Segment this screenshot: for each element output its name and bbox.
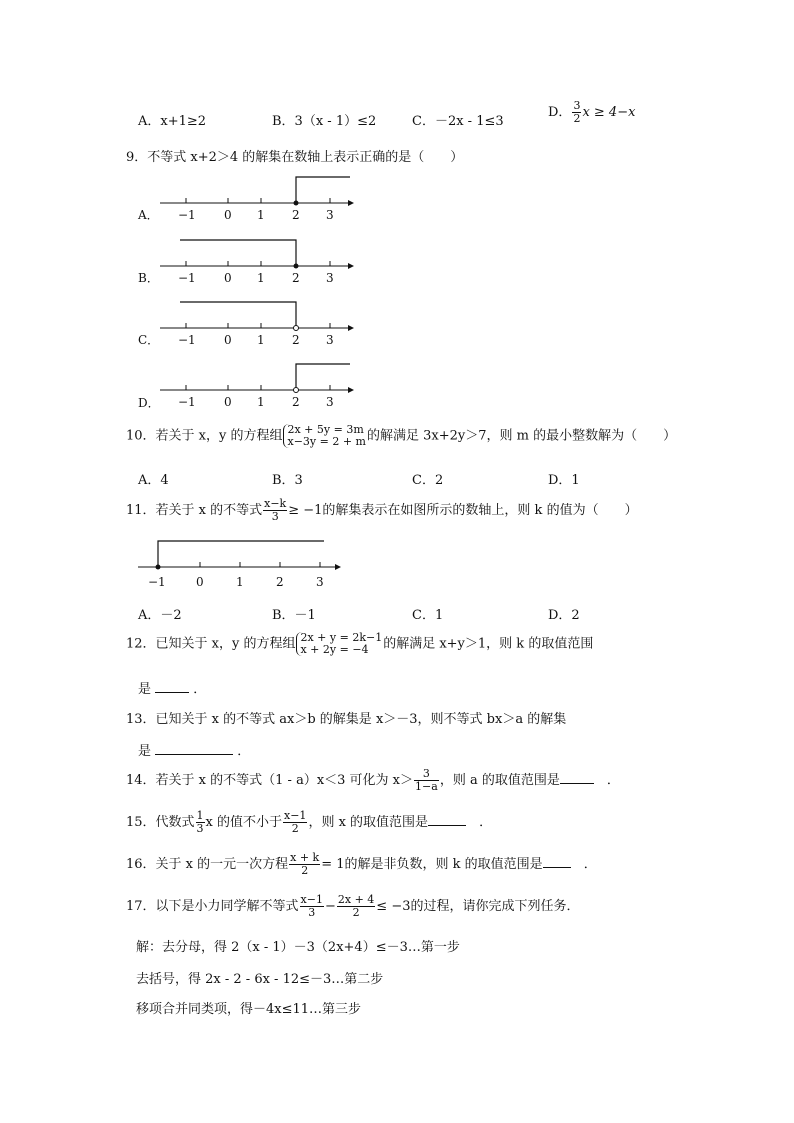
q12-stem — [126, 632, 593, 656]
fraction-denominator: 3 — [308, 906, 316, 919]
q8-option-d-suffix: x ≥ 4−x — [582, 105, 636, 120]
q13-end: ． — [237, 744, 251, 759]
q8-option-d-fraction — [572, 100, 581, 125]
q15-fraction-2 — [283, 810, 307, 835]
tick-label: 3 — [326, 333, 334, 347]
fraction-numerator: x + k — [290, 851, 320, 864]
tick-label: 0 — [224, 395, 232, 409]
q14-fraction — [414, 768, 439, 793]
q9-option-a-label: A． — [138, 208, 159, 222]
q17-suffix: ≤ −3的过程，请你完成下列任务． — [376, 899, 580, 914]
q8-option-b: B．3（x - 1）≤2 — [272, 114, 377, 129]
tick-label: −1 — [178, 208, 196, 222]
q17-step-3: 移项合并同类项，得－4x≤11…第三步 — [136, 1002, 362, 1017]
tick-label: −1 — [178, 271, 196, 285]
q9-option-c-label: C． — [138, 333, 160, 347]
tick-label: 0 — [224, 333, 232, 347]
q8-option-d-prefix: D． — [548, 105, 572, 120]
q9-line-b — [138, 240, 354, 285]
q13-line2: 是 — [138, 744, 152, 759]
tick-label: 2 — [292, 271, 300, 285]
q10-option-c: C．2 — [412, 473, 444, 488]
q15-suffix: ，则 x 的取值范围是 — [308, 815, 429, 830]
q9-stem: 9．不等式 x+2＞4 的解集在数轴上表示正确的是（ ） — [126, 150, 464, 165]
answer-blank[interactable] — [543, 855, 571, 868]
tick-label: 2 — [292, 333, 300, 347]
q10-option-b: B．3 — [272, 473, 303, 488]
q9-option-d-label: D． — [138, 396, 160, 410]
tick-label: −1 — [148, 575, 166, 589]
q10-option-a: A．4 — [138, 473, 169, 488]
answer-blank[interactable] — [155, 680, 189, 693]
solid-dot — [294, 201, 299, 206]
q9-option-b-label: B． — [138, 271, 159, 285]
q17-step-1: 解：去分母，得 2（x - 1）－3（2x+4）≤－3…第一步 — [136, 940, 460, 955]
tick-label: −1 — [178, 395, 196, 409]
q12-equation-system — [296, 632, 382, 656]
hollow-dot — [294, 326, 299, 331]
solid-dot — [294, 264, 299, 269]
q9-line-d — [138, 364, 354, 410]
fraction-denominator: 2 — [301, 864, 309, 877]
q15-end: ． — [479, 815, 493, 830]
q15-fraction-1 — [196, 810, 205, 835]
q17-fraction-2 — [337, 894, 375, 919]
q11-fraction — [263, 498, 287, 523]
q13-answer-line — [138, 740, 250, 759]
equation: x−3y = 2 + m — [287, 435, 366, 448]
equation: 2x + 5y = 3m — [287, 423, 364, 436]
q11-option-d: D．2 — [548, 608, 580, 623]
fraction-numerator: x−1 — [300, 893, 323, 906]
fraction-numerator: 2x + 4 — [337, 893, 375, 906]
answer-blank[interactable] — [560, 771, 594, 784]
q15-stem — [126, 810, 492, 835]
q12-answer-line — [138, 678, 206, 697]
q10-stem — [126, 424, 676, 448]
tick-label: 0 — [196, 575, 204, 589]
q11-option-a: A．－2 — [138, 608, 182, 623]
q12-prefix: 12．已知关于 x，y 的方程组 — [126, 636, 296, 652]
tick-label: 3 — [316, 575, 324, 589]
tick-label: 3 — [326, 208, 334, 222]
q12-suffix: 的解满足 x+y＞1，则 k 的取值范围 — [383, 636, 594, 652]
q16-end: ． — [583, 857, 597, 872]
tick-label: 1 — [257, 333, 265, 347]
fraction-numerator: x−k — [264, 497, 287, 510]
q16-prefix: 16．关于 x 的一元一次方程 — [126, 857, 289, 872]
q11-prefix: 11．若关于 x 的不等式 — [126, 503, 263, 518]
q15-mid: x 的值不小于 — [205, 815, 283, 830]
q16-fraction — [289, 852, 320, 877]
q8-option-c: C．－2x - 1≤3 — [412, 114, 504, 129]
q14-prefix: 14．若关于 x 的不等式（1 - a）x＜3 可化为 x＞ — [126, 773, 414, 788]
q11-option-b: B．－1 — [272, 608, 316, 623]
q14-suffix: ，则 a 的取值范围是 — [439, 773, 560, 788]
equation: x + 2y = −4 — [300, 643, 369, 656]
equation: 2x + y = 2k−1 — [300, 631, 383, 644]
q16-stem — [126, 852, 597, 877]
q15-prefix: 15．代数式 — [126, 815, 195, 830]
fraction-denominator: 2 — [352, 906, 360, 919]
q11-option-c: C．1 — [412, 608, 444, 623]
q14-end: ． — [606, 773, 620, 788]
fraction-denominator: 1−a — [415, 780, 438, 793]
q9-number-lines — [130, 168, 360, 418]
q8-option-d — [548, 100, 635, 125]
tick-label: 0 — [224, 208, 232, 222]
fraction-denominator: 2 — [291, 822, 299, 835]
q9-line-a — [137, 177, 354, 222]
fraction-numerator: x−1 — [284, 809, 307, 822]
fraction-numerator: 3 — [573, 99, 581, 112]
tick-label: 1 — [257, 271, 265, 285]
tick-label: 0 — [224, 271, 232, 285]
fraction-denominator: 3 — [271, 510, 279, 523]
q8-option-a: A．x+1≥2 — [138, 114, 207, 129]
q9-line-c — [138, 302, 354, 347]
q10-option-d: D．1 — [548, 473, 580, 488]
q17-step-2: 去括号，得 2x - 2 - 6x - 12≤－3…第二步 — [136, 972, 384, 987]
fraction-denominator: 2 — [573, 112, 581, 125]
q12-end: ． — [193, 682, 207, 697]
tick-label: 2 — [292, 208, 300, 222]
q16-suffix: = 1的解是非负数，则 k 的取值范围是 — [321, 857, 543, 872]
q13-stem: 13．已知关于 x 的不等式 ax＞b 的解集是 x＞－3，则不等式 bx＞a 的解集 — [126, 712, 567, 727]
q17-prefix: 17．以下是小力同学解不等式 — [126, 899, 299, 914]
fraction-numerator: 1 — [196, 809, 204, 822]
answer-blank[interactable] — [428, 813, 466, 826]
q17-minus: − — [324, 899, 336, 914]
q11-stem — [126, 498, 638, 523]
q14-stem — [126, 768, 620, 793]
q11-number-line — [130, 535, 350, 591]
q17-stem — [126, 894, 580, 919]
q10-suffix: 的解满足 3x+2y＞7，则 m 的最小整数解为（ ） — [366, 428, 677, 444]
tick-label: −1 — [178, 333, 196, 347]
tick-label: 3 — [326, 271, 334, 285]
q10-equation-system — [283, 424, 365, 448]
tick-label: 1 — [236, 575, 244, 589]
q11-suffix: ≥ −1的解集表示在如图所示的数轴上，则 k 的值为（ ） — [288, 503, 638, 518]
tick-label: 1 — [257, 208, 265, 222]
tick-label: 3 — [326, 395, 334, 409]
tick-label: 2 — [276, 575, 284, 589]
fraction-denominator: 3 — [196, 822, 204, 835]
q17-fraction-1 — [300, 894, 324, 919]
tick-label: 1 — [257, 395, 265, 409]
hollow-dot — [294, 388, 299, 393]
answer-blank[interactable] — [155, 742, 233, 755]
q10-prefix: 10．若关于 x，y 的方程组 — [126, 428, 283, 444]
solid-dot — [156, 565, 161, 570]
fraction-numerator: 3 — [414, 768, 439, 781]
q12-line2: 是 — [138, 682, 152, 697]
tick-label: 2 — [292, 395, 300, 409]
